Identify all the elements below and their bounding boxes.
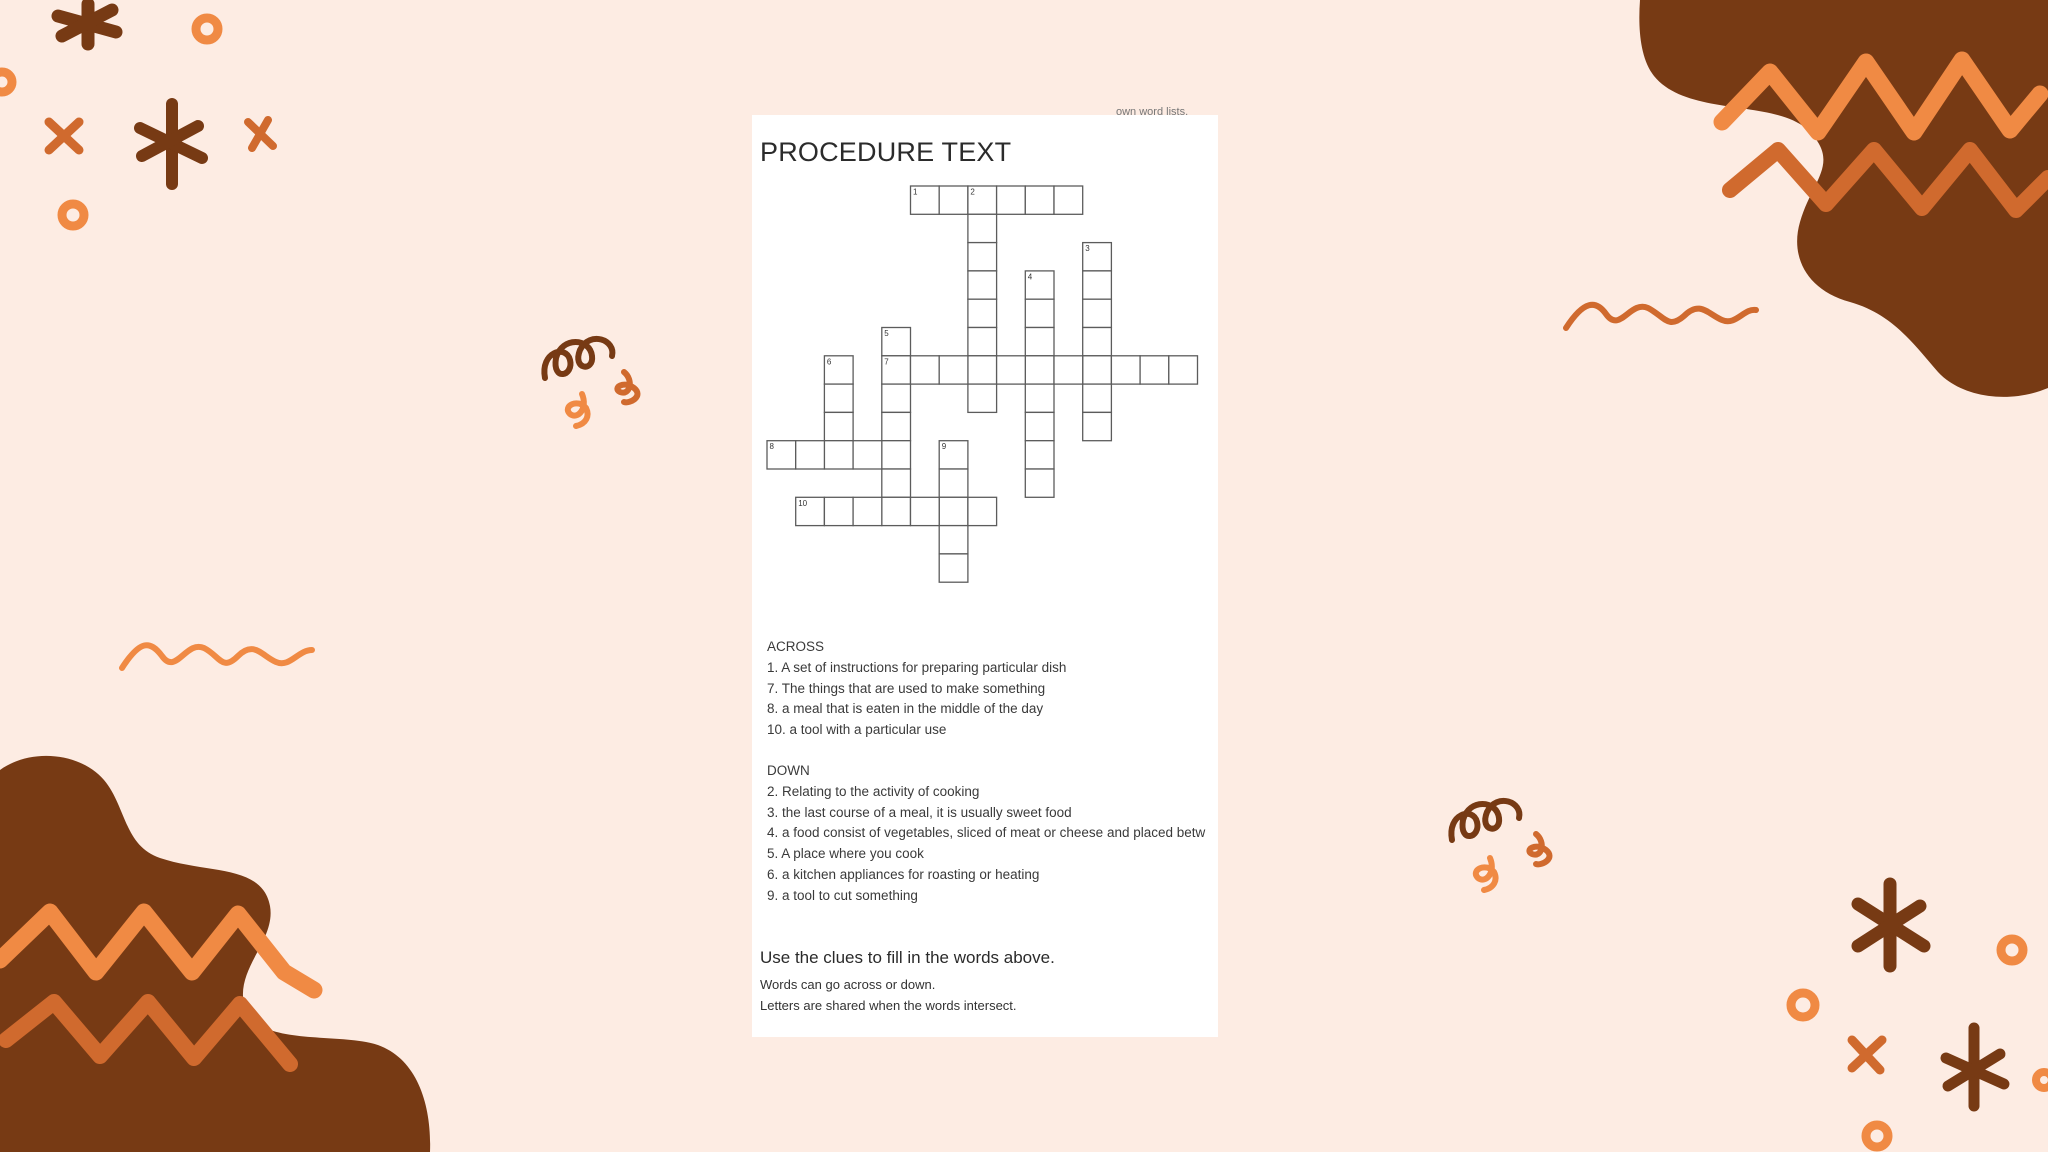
crossword-cell[interactable] [968, 299, 997, 327]
crossword-cell[interactable] [939, 554, 968, 582]
clue-number-label: 1 [913, 187, 918, 197]
wave-icon [1566, 305, 1756, 328]
clue-number-label: 6 [826, 357, 832, 367]
crossword-cell[interactable] [1025, 356, 1054, 384]
ring-icon [1791, 993, 1815, 1017]
crossword-cell[interactable] [824, 412, 853, 440]
crossword-cell[interactable] [1025, 469, 1054, 497]
crossword-cell[interactable] [1054, 356, 1083, 384]
crossword-cell[interactable] [882, 384, 911, 412]
clue-down-9: 9. a tool to cut something [767, 887, 918, 903]
crossword-cell[interactable] [882, 469, 911, 497]
crossword-cell[interactable] [824, 384, 853, 412]
ring-icon [196, 18, 218, 40]
instructions-line-2: Letters are shared when the words intersect. [760, 998, 1017, 1013]
instructions-title: Use the clues to fill in the words above. [760, 948, 1055, 967]
asterisk-icon [140, 104, 202, 184]
crossword-worksheet [752, 106, 1218, 1037]
across-heading: ACROSS [767, 639, 825, 654]
ring-icon [1866, 1125, 1888, 1147]
crossword-cell[interactable] [1054, 186, 1083, 214]
clue-number-label: 4 [1027, 272, 1033, 282]
crossword-cell[interactable] [939, 526, 968, 554]
crossword-cell[interactable] [968, 243, 997, 271]
crossword-cell[interactable] [1083, 356, 1112, 384]
top-left-asterisk-icon [58, 4, 116, 44]
crossword-cell[interactable] [824, 441, 853, 469]
ring-icon [62, 204, 84, 226]
crossword-cell[interactable] [1111, 356, 1140, 384]
clue-across-1: 1. A set of instructions for preparing particular dish [767, 659, 1067, 675]
wave-icon [122, 645, 312, 668]
crossword-cell[interactable] [1025, 384, 1054, 412]
crossword-cell[interactable] [968, 328, 997, 356]
crossword-cell[interactable] [939, 356, 968, 384]
crossword-cell[interactable] [1025, 412, 1054, 440]
crossword-cell[interactable] [853, 497, 882, 525]
asterisk-icon [1946, 1028, 2004, 1106]
crossword-cell[interactable] [939, 497, 968, 525]
cross-icon [248, 120, 273, 148]
clue-number-label: 10 [798, 498, 808, 508]
crossword-cell[interactable] [939, 469, 968, 497]
crossword-grid [752, 115, 1218, 715]
crossword-cell[interactable] [939, 186, 968, 214]
clue-across-8: 8. a meal that is eaten in the middle of the day [767, 701, 1044, 717]
clue-number-label: 9 [941, 442, 947, 452]
crossword-cell[interactable] [882, 412, 911, 440]
crossword-cell[interactable] [1169, 356, 1198, 384]
crossword-cell[interactable] [997, 186, 1026, 214]
clues-section [767, 637, 1227, 907]
crossword-cell[interactable] [1083, 384, 1112, 412]
cross-icon [49, 122, 79, 150]
asterisk-icon [1858, 884, 1924, 966]
ring-icon [2001, 939, 2023, 961]
clue-down-2: 2. Relating to the activity of cooking [767, 783, 980, 799]
clue-number-label: 2 [970, 187, 975, 197]
clue-across-7: 7. The things that are used to make something [767, 680, 1046, 696]
clue-down-3: 3. the last course of a meal, it is usually sweet food [767, 804, 1072, 820]
curl-icon [544, 339, 637, 426]
crossword-cell[interactable] [824, 497, 853, 525]
crossword-cell[interactable] [1083, 412, 1112, 440]
crossword-cell[interactable] [796, 441, 825, 469]
crossword-cell[interactable] [1025, 299, 1054, 327]
across-clues [767, 637, 1227, 741]
crossword-cell[interactable] [1083, 328, 1112, 356]
crossword-cell[interactable] [1025, 186, 1054, 214]
instructions [760, 948, 1210, 1016]
crossword-cell[interactable] [1025, 328, 1054, 356]
ring-icon [2036, 1072, 2048, 1088]
clue-down-5: 5. A place where you cook [767, 846, 924, 862]
crossword-cell[interactable] [911, 356, 940, 384]
crossword-cell[interactable] [968, 356, 997, 384]
clue-across-10: 10. a tool with a particular use [767, 722, 947, 738]
clue-number-label: 5 [884, 329, 889, 338]
crossword-cell[interactable] [911, 497, 940, 525]
instructions-line-1: Words can go across or down. [760, 977, 936, 992]
curl-icon [1451, 801, 1549, 890]
crossword-cell[interactable] [997, 356, 1026, 384]
clue-number-label: 8 [769, 442, 774, 452]
top-right-blob [1639, 0, 2048, 397]
crossword-cell[interactable] [968, 214, 997, 242]
crossword-cell[interactable] [1025, 441, 1054, 469]
clue-down-4: 4. a food consist of vegetables, sliced of meat or cheese and placed betw [767, 825, 1206, 841]
crossword-cell[interactable] [968, 497, 997, 525]
crossword-cell[interactable] [968, 384, 997, 412]
crossword-cell[interactable] [882, 497, 911, 525]
clue-number-label: 7 [884, 357, 889, 367]
crossword-cell[interactable] [882, 441, 911, 469]
worksheet-title: PROCEDURE TEXT [760, 137, 1012, 167]
crossword-cell[interactable] [1083, 271, 1112, 299]
crossword-cell[interactable] [1140, 356, 1169, 384]
down-heading: DOWN [767, 762, 810, 778]
clue-down-6: 6. a kitchen appliances for roasting or heating [767, 866, 1040, 882]
clue-number-label: 3 [1085, 244, 1090, 254]
ring-icon [0, 72, 12, 92]
down-clues [767, 761, 1227, 907]
crossword-cell[interactable] [1083, 299, 1112, 327]
cross-icon [1852, 1040, 1882, 1070]
crossword-cell[interactable] [853, 441, 882, 469]
crossword-cell[interactable] [968, 271, 997, 299]
cropped-header-text: own word lists. [1116, 106, 1189, 118]
